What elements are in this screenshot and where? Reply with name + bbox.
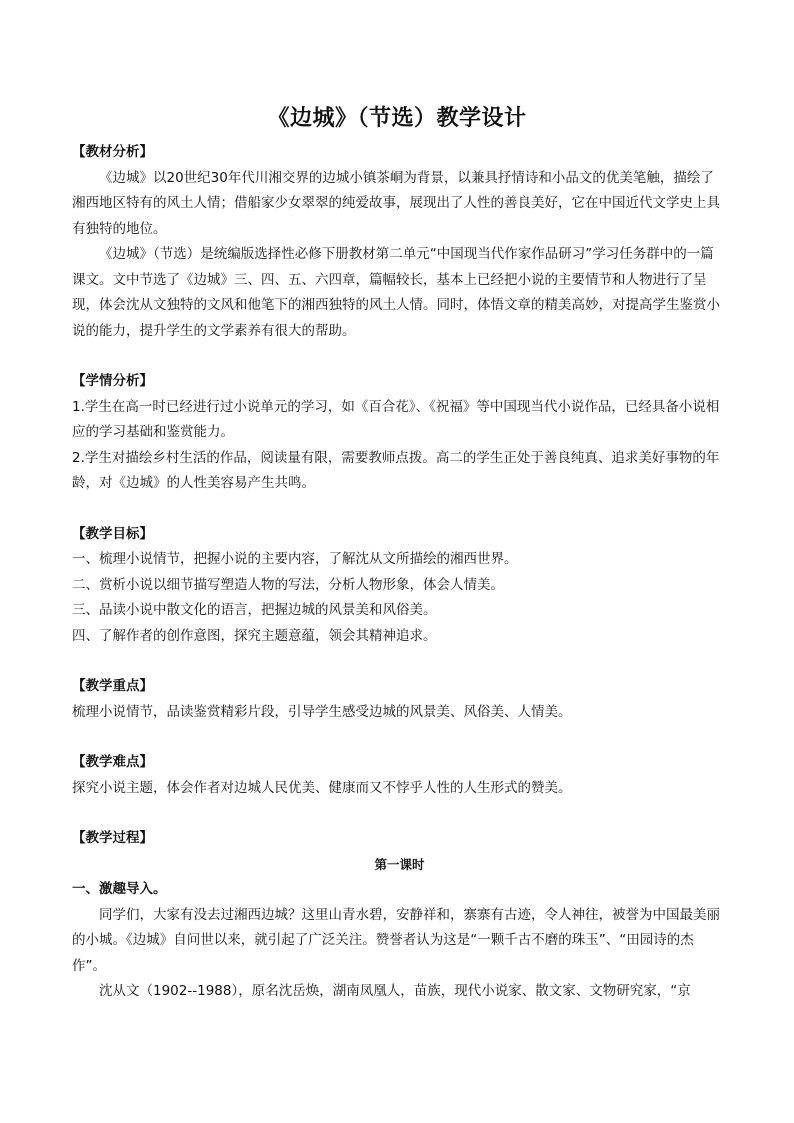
difficulty-text: 探究小说主题，体会作者对边城人民优美、健康而又不悖乎人性的人生形式的赞美。: [72, 779, 572, 796]
learners-item: 2.学生对描绘乡村生活的作品，阅读量有限，需要教师点拨。高二的学生正处于善良纯真、追求美好事物的年龄，对《边城》的人性美容易产生共鸣。: [72, 449, 720, 491]
spacer: [72, 497, 727, 522]
section-heading-difficulty: 【教学难点】: [72, 754, 153, 770]
spacer: [72, 649, 727, 674]
spacer: [72, 344, 727, 369]
section-heading-process: 【教学过程】: [72, 830, 153, 846]
section-heading-learners: 【学情分析】: [72, 373, 153, 389]
goal-item: 三、品读小说中散文化的语言，把握边城的风景美和风俗美。: [72, 602, 437, 618]
material-paragraph: 《边城》以20世纪30年代川湘交界的边城小镇茶峒为背景，以兼具抒情诗和小品文的优美笔触，描绘了湘西地区特有的风土人情；借船家少女翠翠的纯爱故事，展现出了人性的善良美好，它在中国近代文学史上具有独特的地位。: [72, 169, 720, 237]
material-paragraph: 《边城》（节选）是统编版选择性必修下册教材第二单元“中国现当代作家作品研习”学习任务群中的一篇课文。文中节选了《边城》三、四、五、六四章，篇幅较长，基本上已经把小说的主要情节和人物进行了呈现，体会沈从文独特的文风和他笔下的湘西独特的风土人情。同时，体悟文章的精美高妙，对提高学生鉴赏小说的能力，提升学生的文学素养有很大的帮助。: [72, 246, 720, 339]
spacer: [72, 801, 727, 826]
goal-item: 四、了解作者的创作意图，探究主题意蕴，领会其精神追求。: [72, 627, 437, 644]
process-paragraph: 沈从文（1902--1988），原名沈岳焕，湖南凤凰人，苗族，现代小说家、散文家、文物研究家，“京: [99, 983, 691, 999]
step-title: 一、激趣导入。: [72, 881, 167, 897]
document-body: [72, 140, 727, 1005]
spacer: [72, 725, 727, 750]
lesson-label: 第一课时: [374, 856, 425, 872]
section-heading-material: 【教材分析】: [72, 144, 153, 160]
process-paragraph: 同学们，大家有没去过湘西边城？这里山青水碧，安静祥和，寨寨有古迹，令人神往，被誉为中国最美丽的小城。《边城》自问世以来，就引起了广泛关注。赞誉者认为这是“一颗千古不磨的珠玉”、“田园诗的杰作”。: [72, 906, 720, 974]
learners-item: 1.学生在高一时已经进行过小说单元的学习，如《百合花》、《祝福》等中国现当代小说作品，已经具备小说相应的学习基础和鉴赏能力。: [72, 398, 720, 440]
goal-item: 一、梳理小说情节，把握小说的主要内容，了解沈从文所描绘的湘西世界。: [72, 551, 518, 567]
goal-item: 二、赏析小说以细节描写塑造人物的写法，分析人物形象，体会人情美。: [72, 576, 504, 593]
document-title: 《边城》（节选）教学设计: [267, 105, 527, 131]
section-heading-focus: 【教学重点】: [72, 678, 153, 694]
focus-text: 梳理小说情节，品读鉴赏精彩片段，引导学生感受边城的风景美、风俗美、人情美。: [72, 703, 572, 720]
section-heading-goals: 【教学目标】: [72, 525, 153, 542]
